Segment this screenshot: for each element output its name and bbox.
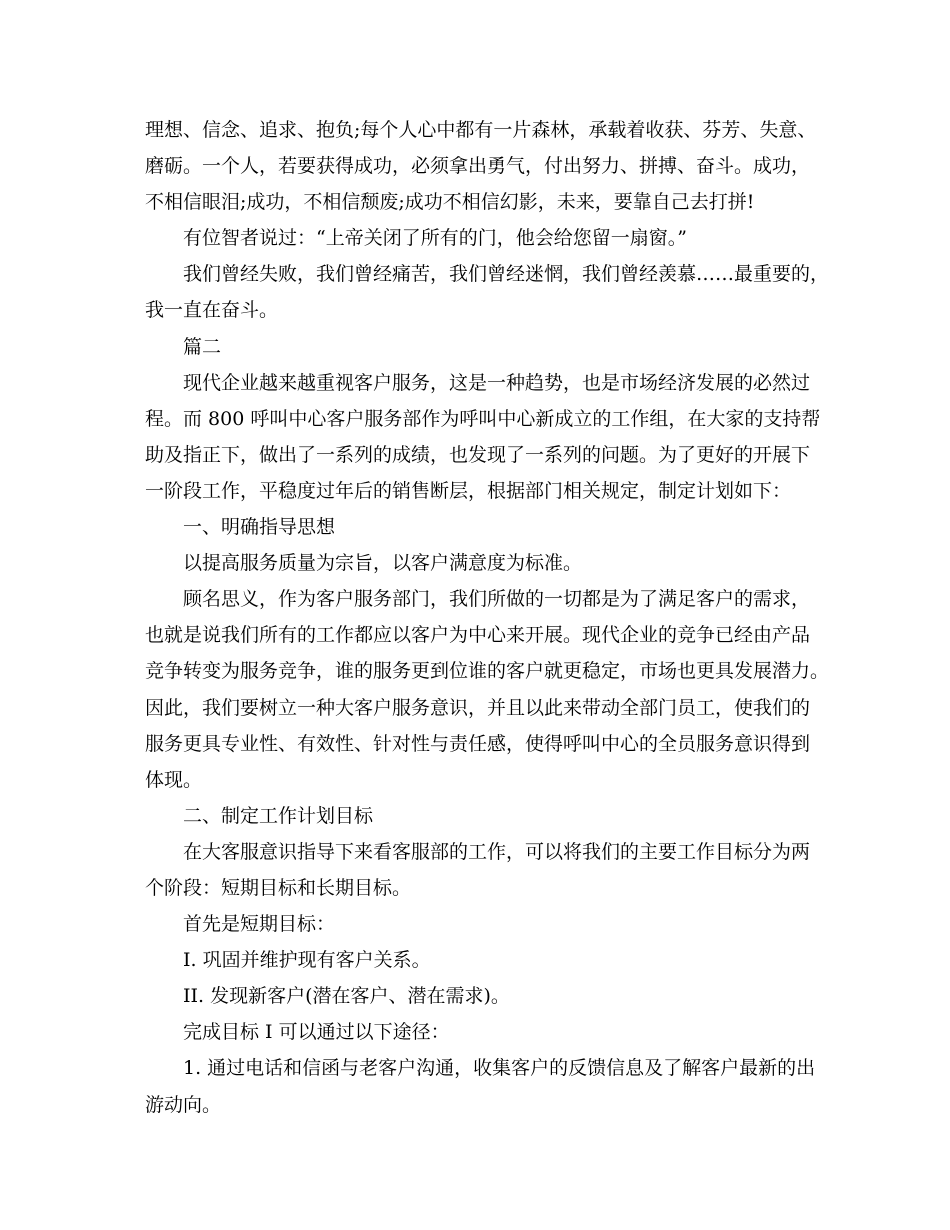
section-heading: 一、明确指导思想 <box>183 516 336 539</box>
text-line: 现代企业越来越重视客户服务，这是一种趋势，也是市场经济发展的必然过 <box>183 371 811 394</box>
text-line: 个阶段：短期目标和长期目标。 <box>145 876 412 899</box>
text-line: 以提高服务质量为宗旨，以客户满意度为标准。 <box>183 552 583 575</box>
text-line: 首先是短期目标： <box>183 913 336 936</box>
text-line: 在大客服意识指导下来看客服部的工作，可以将我们的主要工作目标分为两 <box>183 840 811 863</box>
list-item: II. 发现新客户(潜在客户、潜在需求)。 <box>183 985 510 1008</box>
text-line: 理想、信念、追求、抱负;每个人心中都有一片森林，承载着收获、芬芳、失意、 <box>145 119 817 141</box>
text-line: 游动向。 <box>145 1093 222 1116</box>
text-line: 有位智者说过：“上帝关闭了所有的门，他会给您留一扇窗。” <box>183 227 687 250</box>
text-line: 不相信眼泪;成功，不相信颓废;成功不相信幻影，未来，要靠自己去打拼! <box>145 191 755 214</box>
text-line: 磨砺。一个人，若要获得成功，必须拿出勇气，付出努力、拼搏、奋斗。成功， <box>145 155 811 178</box>
text-line: 竞争转变为服务竞争，谁的服务更到位谁的客户就更稳定，市场也更具发展潜力。 <box>145 660 830 683</box>
section-heading: 篇二 <box>183 335 222 358</box>
text-line: 我一直在奋斗。 <box>145 299 279 322</box>
text-line: 程。而 800 呼叫中心客户服务部作为呼叫中心新成立的工作组，在大家的支持帮 <box>145 407 821 430</box>
list-item: 1. 通过电话和信函与老客户沟通，收集客户的反馈信息及了解客户最新的出 <box>183 1057 816 1080</box>
text-line: 完成目标 I 可以通过以下途径： <box>183 1021 450 1044</box>
text-line: 也就是说我们所有的工作都应以客户为中心来开展。现代企业的竞争已经由产品 <box>145 624 811 647</box>
text-line: 顾名思义，作为客户服务部门，我们所做的一切都是为了满足客户的需求， <box>183 588 811 611</box>
document-body <box>145 112 830 1123</box>
text-line: 一阶段工作，平稳度过年后的销售断层，根据部门相关规定，制定计划如下： <box>145 479 792 502</box>
text-line: 服务更具专业性、有效性、针对性与责任感，使得呼叫中心的全员服务意识得到 <box>145 732 811 755</box>
section-heading: 二、制定工作计划目标 <box>183 804 374 827</box>
text-line: 体现。 <box>145 768 203 791</box>
text-line: 助及指正下，做出了一系列的成绩，也发现了一系列的问题。为了更好的开展下 <box>145 443 811 466</box>
list-item: I. 巩固并维护现有客户关系。 <box>183 949 431 972</box>
text-line: 我们曾经失败，我们曾经痛苦，我们曾经迷惘，我们曾经羡慕……最重要的， <box>183 263 830 286</box>
text-line: 因此，我们要树立一种大客户服务意识，并且以此来带动全部门员工，使我们的 <box>145 696 811 719</box>
